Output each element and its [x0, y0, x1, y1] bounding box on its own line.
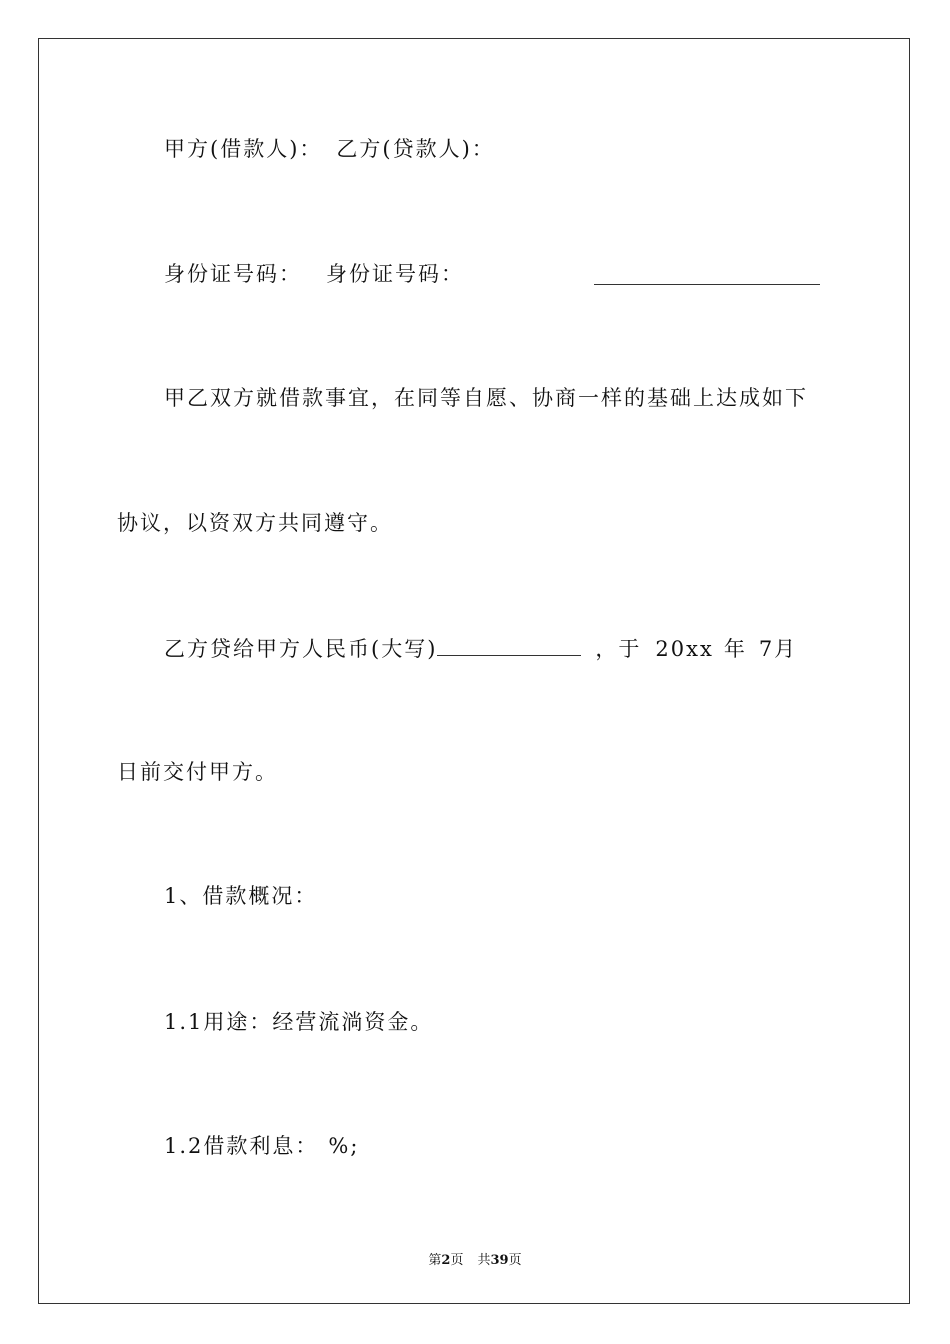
agreement-line-2: [117, 513, 393, 534]
id-b-label: 身份证号码：: [326, 262, 464, 286]
loan-date-connector: ，于: [595, 637, 642, 661]
agreement-text-1: 甲乙双方就借款事宜，在同等自愿、协商一样的基础上达成如下: [164, 386, 808, 410]
footer-page-number: 2: [441, 1253, 451, 1268]
agreement-text-2: 协议，以资双方共同遵守。: [117, 511, 393, 535]
page-border: [38, 38, 910, 1304]
item-1-2: [164, 1136, 359, 1157]
party-b-label: 乙方(贷款人)：: [336, 137, 495, 161]
id-a-label: 身份证号码：: [164, 262, 302, 286]
id-number-blank: [594, 284, 820, 285]
loan-year-unit: 年: [723, 637, 747, 661]
page-footer: [0, 1249, 950, 1268]
footer-prefix: 第: [428, 1253, 442, 1268]
parties-line: [164, 139, 495, 160]
item-1-2-value: %;: [328, 1134, 360, 1158]
item-1-2-label: 1.2借款利息：: [164, 1134, 319, 1158]
footer-total-pages: 39: [490, 1253, 509, 1268]
loan-delivery-text: 日前交付甲方。: [117, 760, 278, 784]
footer-page-suffix: 页: [450, 1253, 464, 1268]
footer-total-prefix: 共: [477, 1253, 491, 1268]
agreement-line-1: [164, 388, 808, 409]
section-1-title-text: 1、借款概况：: [164, 884, 318, 908]
loan-delivery-line: [117, 762, 278, 783]
loan-year: 20xx: [655, 637, 714, 661]
item-1-1-text: 1.1用途：经营流淌资金。: [164, 1010, 434, 1034]
footer-total-suffix: 页: [508, 1253, 522, 1268]
loan-amount-line: [164, 637, 797, 660]
loan-month: 7月: [758, 637, 798, 661]
id-number-line: [164, 264, 464, 285]
item-1-1: [164, 1012, 433, 1033]
loan-amount-blank: [437, 637, 581, 656]
party-a-label: 甲方(借款人)：: [164, 137, 323, 161]
section-1-title: [164, 886, 317, 907]
loan-amount-label: 乙方贷给甲方人民币(大写): [164, 637, 438, 661]
